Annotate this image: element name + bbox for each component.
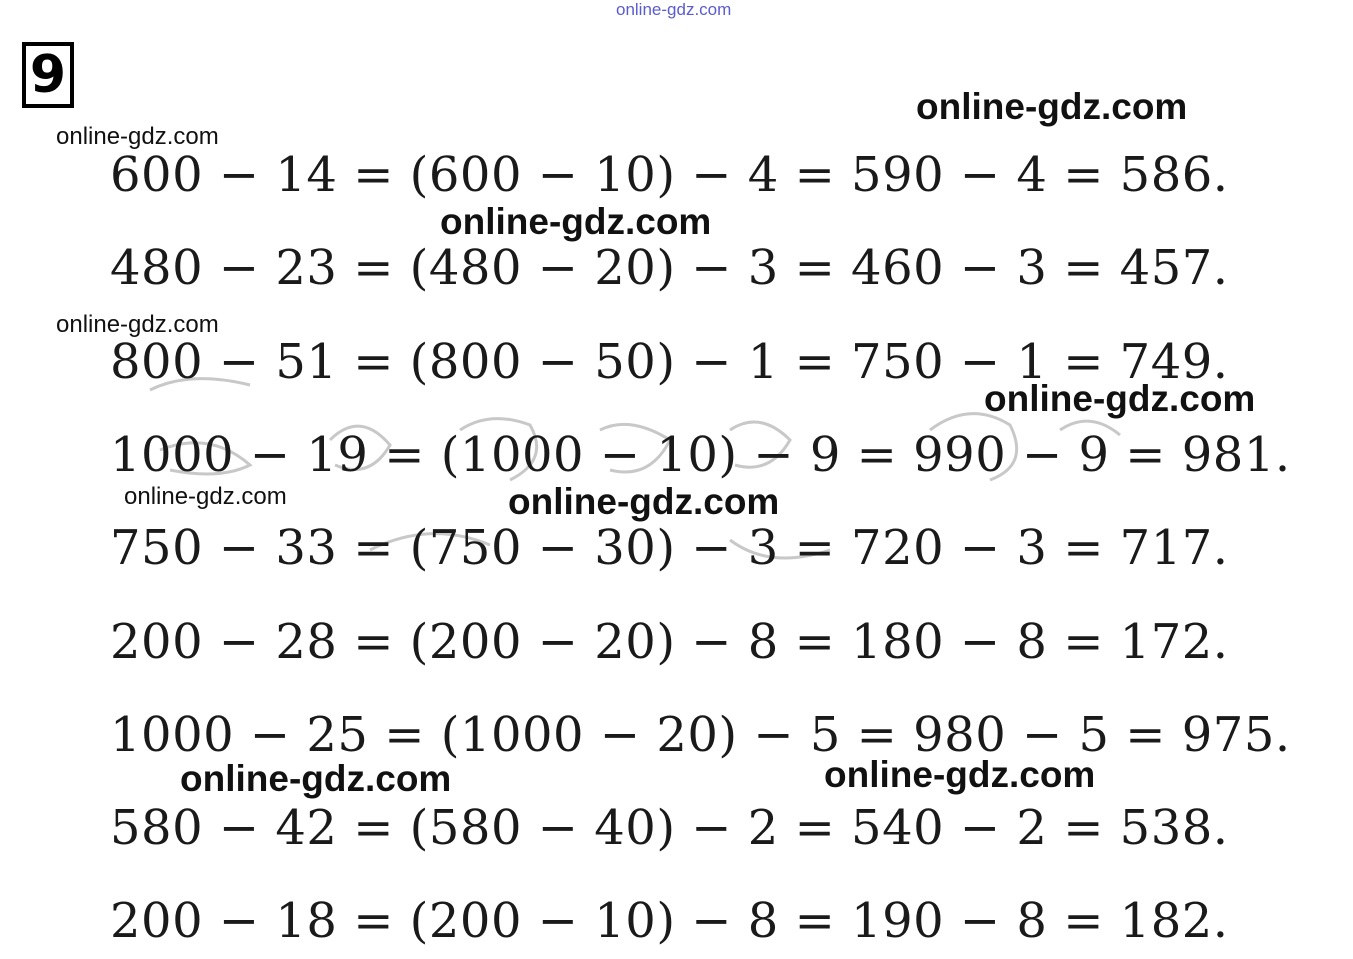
- equation-4: 1000 − 19 = (1000 − 10) − 9 = 990 − 9 = 981.: [110, 427, 1291, 483]
- equation-7: 1000 − 25 = (1000 − 20) − 5 = 980 − 5 = 975.: [110, 707, 1291, 763]
- watermark-3: online-gdz.com: [440, 201, 712, 242]
- watermark-1: online-gdz.com: [916, 86, 1188, 127]
- equation-8: 580 − 42 = (580 − 40) − 2 = 540 − 2 = 538.: [110, 800, 1229, 856]
- watermark-9: online-gdz.com: [824, 754, 1096, 795]
- top-site-watermark: online-gdz.com: [616, 0, 732, 19]
- equation-5: 750 − 33 = (750 − 30) − 3 = 720 − 3 = 717.: [110, 520, 1229, 576]
- equation-1: 600 − 14 = (600 − 10) − 4 = 590 − 4 = 586.: [110, 147, 1229, 203]
- equation-3: 800 − 51 = (800 − 50) − 1 = 750 − 1 = 749.: [110, 334, 1229, 390]
- equation-6: 200 − 28 = (200 − 20) − 8 = 180 − 8 = 172.: [110, 614, 1229, 670]
- watermark-5: online-gdz.com: [984, 378, 1256, 419]
- task-number-box: [22, 42, 74, 108]
- watermark-7: online-gdz.com: [508, 481, 780, 522]
- equation-9: 200 − 18 = (200 − 10) − 8 = 190 − 8 = 182.: [110, 893, 1229, 949]
- watermark-2: online-gdz.com: [56, 123, 219, 150]
- equation-2: 480 − 23 = (480 − 20) − 3 = 460 − 3 = 457.: [110, 240, 1229, 296]
- watermark-6: online-gdz.com: [124, 483, 287, 510]
- task-number: 9: [29, 45, 67, 105]
- watermark-8: online-gdz.com: [180, 758, 452, 799]
- watermark-4: online-gdz.com: [56, 311, 219, 338]
